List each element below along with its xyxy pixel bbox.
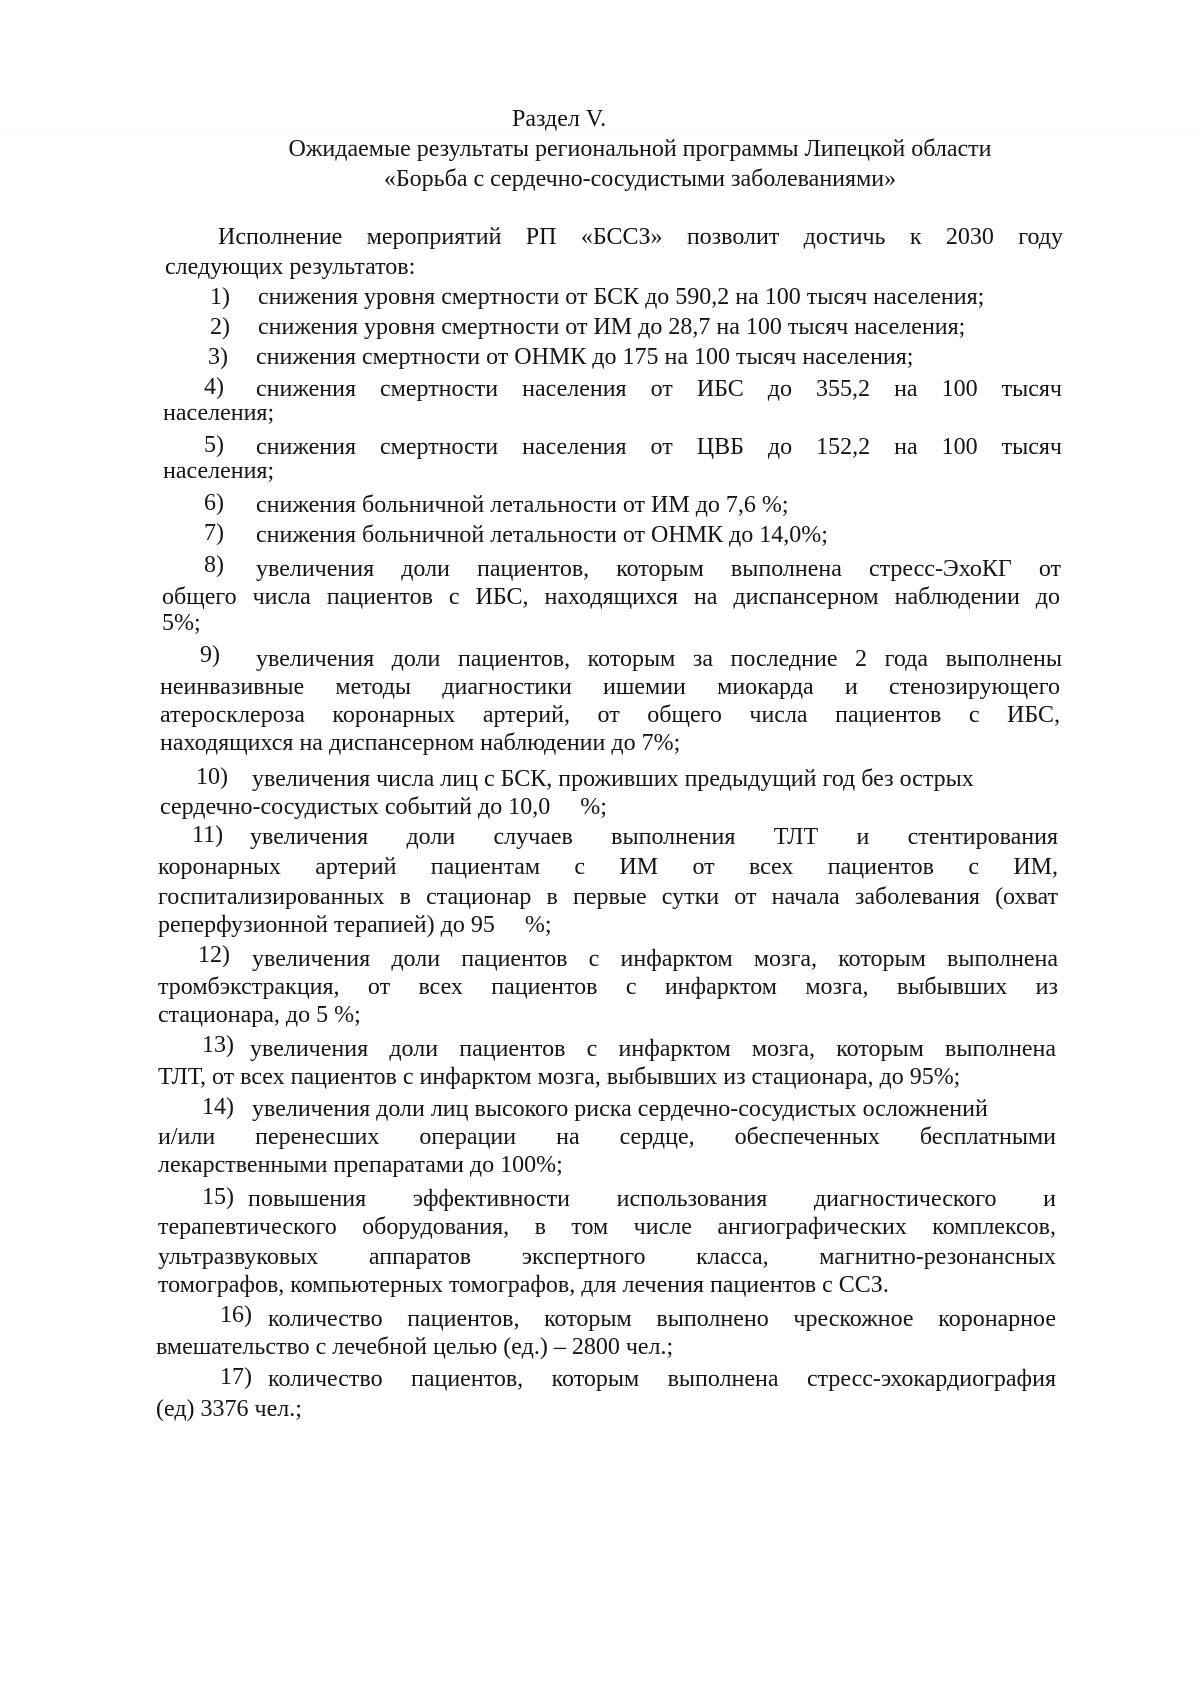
list-item-text: общего числа пациентов с ИБС, находящихся на диспансерном наблюдении до [162, 584, 1060, 610]
list-item-text: находящихся на диспансерном наблюдении до 7%; [160, 730, 681, 756]
list-item-text: снижения уровня смертности от ИМ до 28,7 на 100 тысяч населения; [258, 314, 966, 340]
list-item-number: 7) [204, 520, 224, 546]
list-item-text: увеличения доли случаев выполнения ТЛТ и стентирования [250, 824, 1058, 850]
list-item-text: повышения эффективности использования диагностического и [248, 1186, 1056, 1212]
list-item-text: и/или перенесших операции на сердце, обеспеченных бесплатными [158, 1124, 1056, 1150]
list-item-text: населения; [163, 400, 275, 426]
list-item-text: терапевтического оборудования, в том числе ангиографических комплексов, [158, 1214, 1056, 1240]
list-item-number: 4) [204, 374, 224, 400]
intro-line-1: Исполнение мероприятий РП «БССЗ» позволит достичь к 2030 году [218, 224, 1063, 250]
list-item-text: снижения смертности от ОНМК до 175 на 100 тысяч населения; [256, 344, 914, 370]
list-item-text: неинвазивные методы диагностики ишемии миокарда и стенозирующего [160, 674, 1060, 700]
list-item-text: стационара, до 5 %; [158, 1002, 361, 1028]
list-item-text: лекарственными препаратами до 100%; [158, 1152, 563, 1178]
list-item-text: томографов, компьютерных томографов, для лечения пациентов с ССЗ. [158, 1272, 889, 1298]
list-item-text: увеличения числа лиц с БСК, проживших предыдущий год без острых [252, 766, 974, 792]
list-item-text: количество пациентов, которым выполнена стресс-эхокардиография [268, 1366, 1056, 1392]
list-item-number: 2) [210, 314, 230, 340]
list-item-text: увеличения доли пациентов с инфарктом мозга, которым выполнена [252, 946, 1058, 972]
list-item-number: 15) [202, 1184, 234, 1210]
list-item-number: 3) [208, 344, 228, 370]
list-item-text: населения; [163, 458, 275, 484]
list-item-text: (ед) 3376 чел.; [156, 1396, 302, 1422]
list-item-text: снижения смертности населения от ЦВБ до 152,2 на 100 тысяч [256, 434, 1062, 460]
list-item-number: 5) [204, 432, 224, 458]
list-item-text: 5%; [162, 610, 201, 636]
list-item-number: 9) [200, 642, 220, 668]
list-item-number: 6) [204, 490, 224, 516]
list-item-number: 17) [220, 1364, 252, 1390]
list-item-text: снижения уровня смертности от БСК до 590,2 на 100 тысяч населения; [258, 284, 985, 310]
document-title-line-1: Ожидаемые результаты региональной программы Липецкой области [288, 136, 992, 162]
list-item-text: вмешательство с лечебной целью (ед.) – 2800 чел.; [156, 1334, 674, 1360]
list-item-text: увеличения доли пациентов, которым выполнена стресс-ЭхоКГ от [256, 556, 1061, 582]
list-item-text: сердечно-сосудистых событий до 10,0 %; [160, 794, 607, 820]
list-item-number: 13) [202, 1032, 234, 1058]
list-item-number: 16) [220, 1302, 252, 1328]
list-item-text: снижения больничной летальности от ИМ до 7,6 %; [256, 492, 789, 518]
list-item-text: количество пациентов, которым выполнено чрескожное коронарное [268, 1306, 1056, 1332]
list-item-text: ТЛТ, от всех пациентов с инфарктом мозга, выбывших из стационара, до 95%; [158, 1064, 961, 1090]
list-item-text: ультразвуковых аппаратов экспертного класса, магнитно-резонансных [158, 1244, 1056, 1270]
list-item-number: 14) [202, 1094, 234, 1120]
list-item-text: госпитализированных в стационар в первые сутки от начала заболевания (охват [158, 884, 1058, 910]
list-item-text: реперфузионной терапией) до 95 %; [158, 912, 552, 938]
list-item-text: снижения смертности населения от ИБС до 355,2 на 100 тысяч [256, 376, 1062, 402]
list-item-text: тромбэкстракция, от всех пациентов с инфарктом мозга, выбывших из [158, 974, 1058, 1000]
intro-line-2: следующих результатов: [165, 254, 416, 280]
section-heading: Раздел V. [512, 106, 607, 132]
document-title-line-2: «Борьба с сердечно-сосудистыми заболеваниями» [383, 166, 897, 192]
list-item-text: атеросклероза коронарных артерий, от общего числа пациентов с ИБС, [160, 702, 1060, 728]
list-item-text: снижения больничной летальности от ОНМК до 14,0%; [256, 522, 828, 548]
list-item-text: коронарных артерий пациентам с ИМ от всех пациентов с ИМ, [158, 854, 1058, 880]
list-item-text: увеличения доли пациентов с инфарктом мозга, которым выполнена [250, 1036, 1056, 1062]
list-item-number: 11) [192, 822, 224, 848]
list-item-number: 1) [210, 284, 230, 310]
list-item-number: 10) [196, 764, 228, 790]
list-item-number: 12) [198, 942, 230, 968]
list-item-text: увеличения доли пациентов, которым за последние 2 года выполнены [256, 646, 1062, 672]
list-item-number: 8) [204, 552, 224, 578]
list-item-text: увеличения доли лиц высокого риска сердечно-сосудистых осложнений [252, 1096, 988, 1122]
